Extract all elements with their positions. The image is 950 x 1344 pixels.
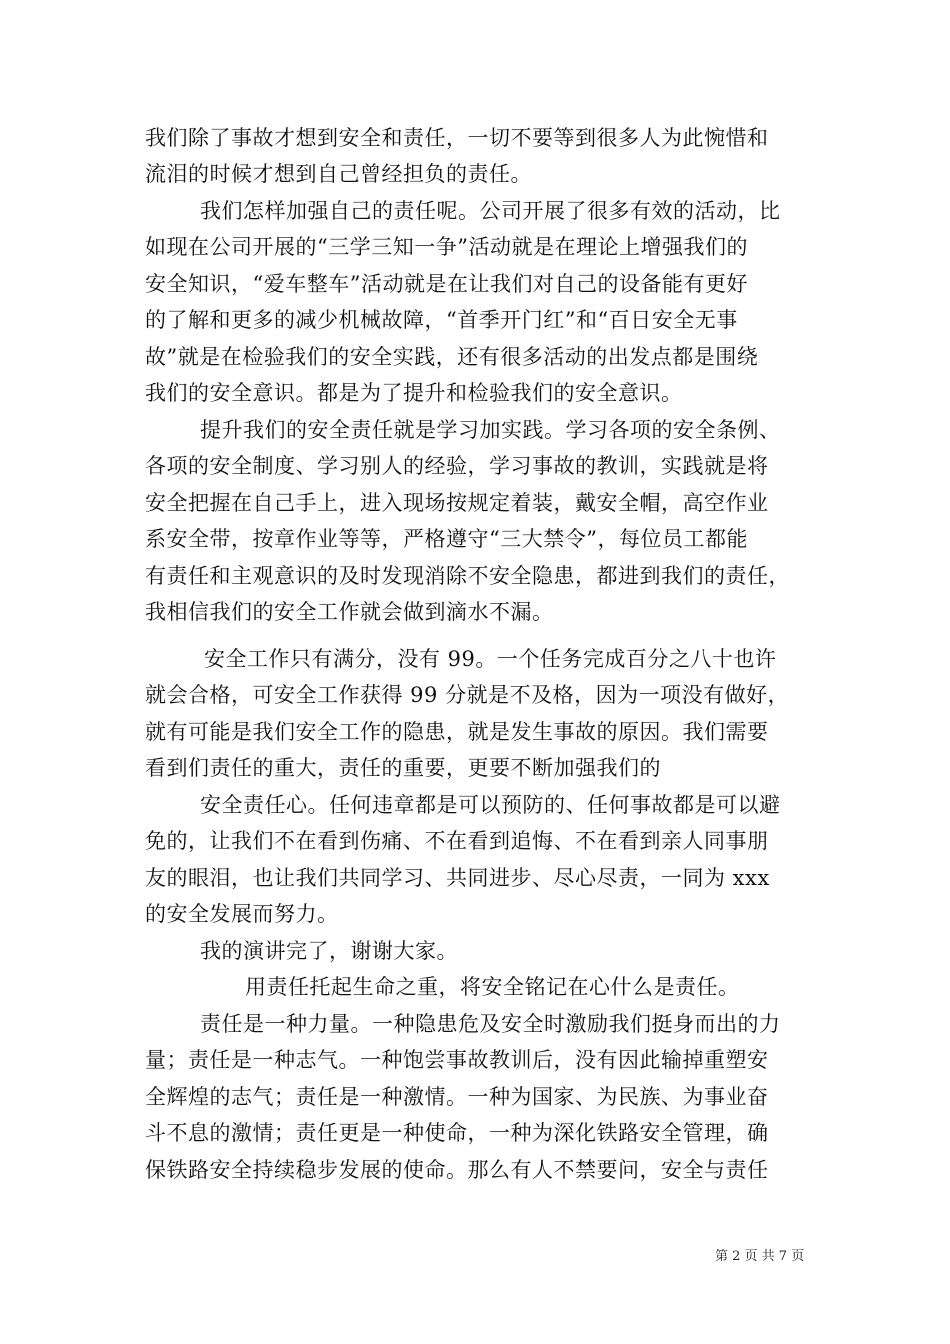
paragraph-line: 的了解和更多的减少机械故障，“首季开门红”和“百日安全无事	[145, 308, 738, 332]
paragraph-line: 量；责任是一种志气。一种饱尝事故教训后，没有因此输掉重塑安	[145, 1048, 769, 1072]
paragraph-line: 有责任和主观意识的及时发现消除不安全隐患，都进到我们的责任，	[145, 564, 790, 588]
paragraph-line: 安全责任心。任何违章都是可以预防的、任何事故都是可以避	[200, 793, 781, 817]
paragraph-line: 我相信我们的安全工作就会做到滴水不漏。	[145, 600, 554, 624]
paragraph-line: 责任是一种力量。一种隐患危及安全时激励我们挺身而出的力	[200, 1012, 781, 1036]
paragraph-line: 免的，让我们不在看到伤痛、不在看到追悔、不在看到亲人同事朋	[145, 829, 769, 853]
paragraph-line: 全辉煌的志气；责任是一种激情。一种为国家、为民族、为事业奋	[145, 1085, 769, 1109]
paragraph-line: 各项的安全制度、学习别人的经验，学习事故的教训，实践就是将	[145, 454, 769, 478]
paragraph-line: 系安全带，按章作业等等，严格遵守“三大禁令”，每位员工都能	[145, 527, 748, 551]
paragraph-line: 我们除了事故才想到安全和责任，一切不要等到很多人为此惋惜和	[145, 126, 769, 150]
paragraph-line: 我们的安全意识。都是为了提升和检验我们的安全意识。	[145, 381, 683, 405]
paragraph-line: 斗不息的激情；责任更是一种使命，一种为深化铁路安全管理，确	[145, 1121, 769, 1145]
paragraph-line: 提升我们的安全责任就是学习加实践。学习各项的安全条例、	[200, 418, 781, 442]
page-number: 第 2 页 共 7 页	[715, 1249, 805, 1264]
paragraph-line: 看到们责任的重大，责任的重要，更要不断加强我们的	[145, 756, 661, 780]
paragraph-line: 安全知识，“爱车整车”活动就是在让我们对自己的设备能有更好	[145, 272, 748, 296]
paragraph-line: 我们怎样加强自己的责任呢。公司开展了很多有效的活动，比	[200, 199, 781, 223]
paragraph-line: 故”就是在检验我们的安全实践，还有很多活动的出发点都是围绕	[145, 345, 759, 369]
paragraph-line: 友的眼泪，也让我们共同学习、共同进步、尽心尽责，一同为 xxx	[145, 866, 770, 890]
paragraph-line: 流泪的时候才想到自己曾经担负的责任。	[145, 162, 532, 186]
paragraph-line: 如现在公司开展的“三学三知一争”活动就是在理论上增强我们的	[145, 235, 748, 259]
paragraph-line: 安全把握在自己手上，进入现场按规定着装，戴安全帽，高空作业	[145, 491, 769, 515]
paragraph-line: 我的演讲完了，谢谢大家。	[200, 939, 458, 963]
paragraph-line: 的安全发展而努力。	[145, 902, 339, 926]
paragraph-line: 就有可能是我们安全工作的隐患，就是发生事故的原因。我们需要	[145, 720, 769, 744]
paragraph-line: 就会合格，可安全工作获得 99 分就是不及格，因为一项没有做好，	[145, 683, 790, 707]
paragraph-line: 安全工作只有满分，没有 99。一个任务完成百分之八十也许	[204, 647, 777, 671]
section-heading-line: 用责任托起生命之重，将安全铭记在心什么是责任。	[245, 975, 740, 999]
paragraph-line: 保铁路安全持续稳步发展的使命。那么有人不禁要问，安全与责任	[145, 1158, 769, 1182]
